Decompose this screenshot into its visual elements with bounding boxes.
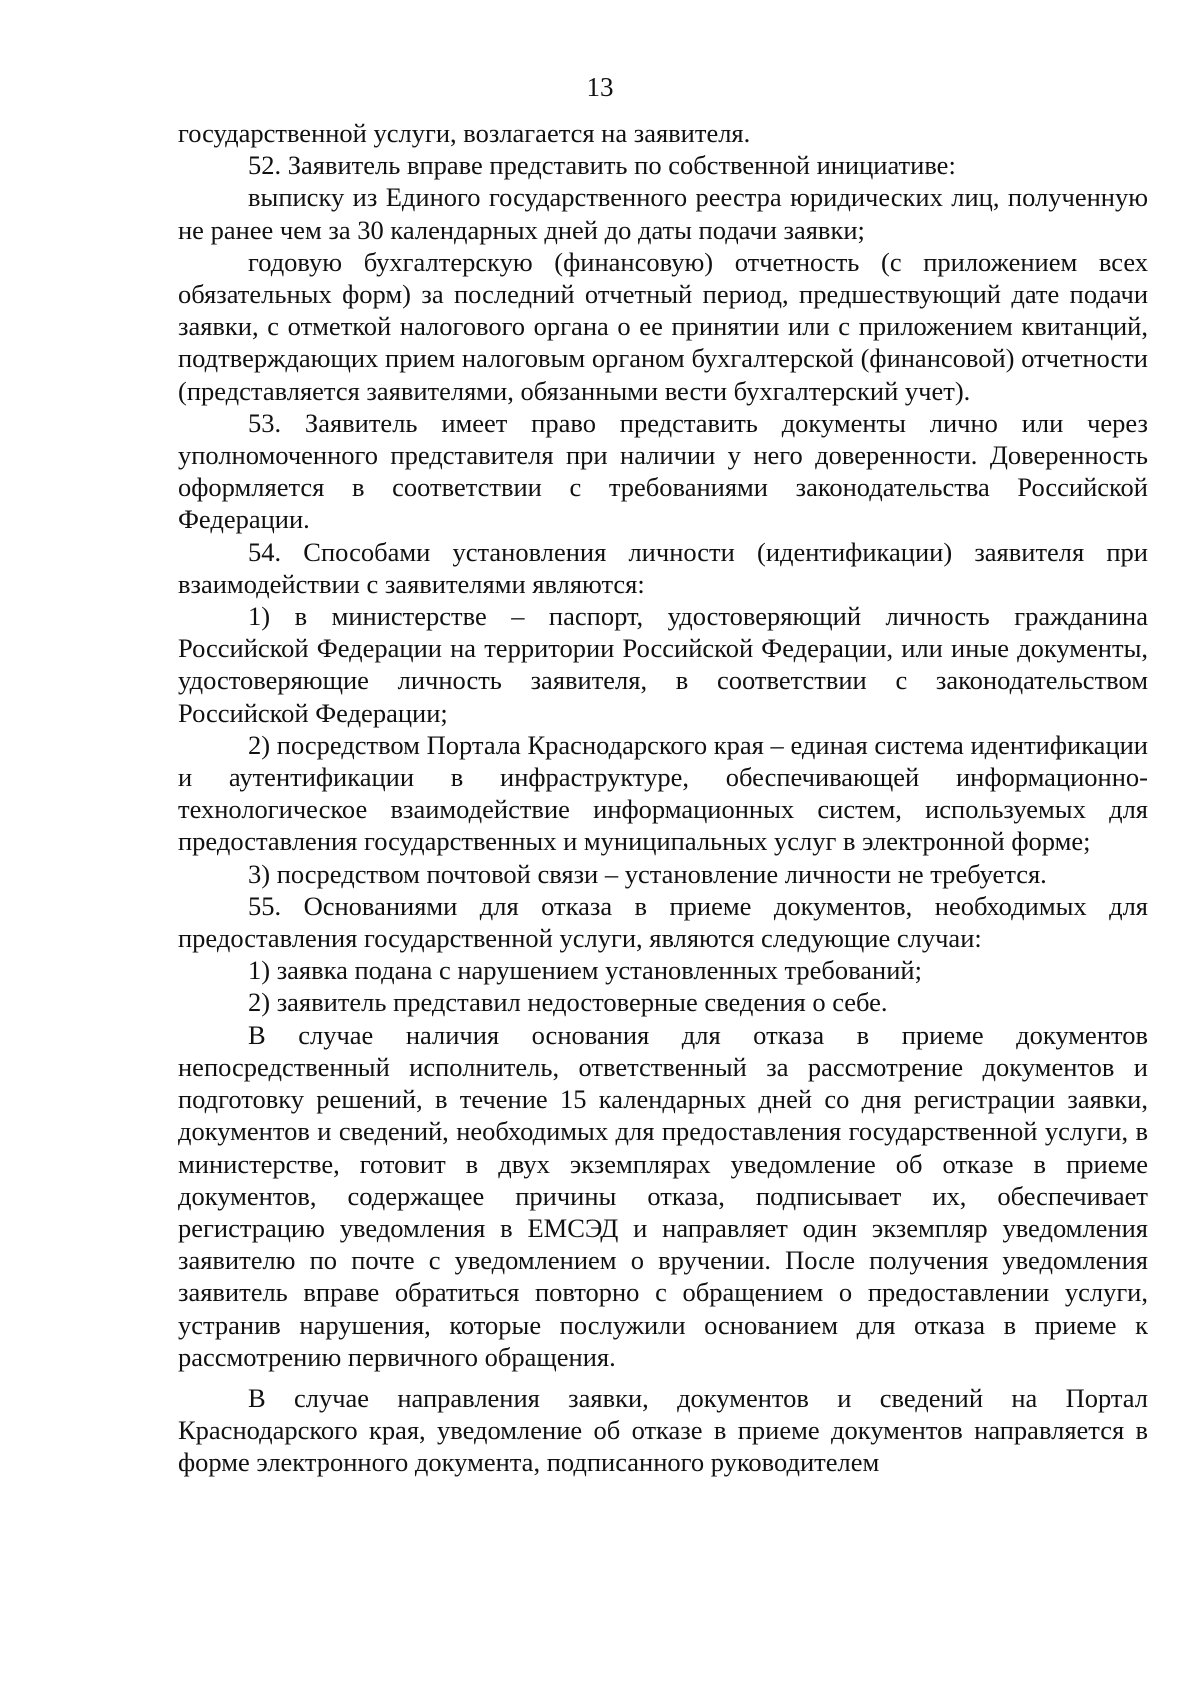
paragraph-52-item-reporting: годовую бухгалтерскую (финансовую) отчетность (с приложением всех обязательных форм) за последний отчетный период, предшествующий дате подачи заявки, с отметкой налогового органа о ее принятии или с приложением квитанций, подтверждающих прием налоговым органом бухгалтерской (финансовой) отчетности (представляется заявителями, обязанными вести бухгалтерский учет). [178,246,1148,406]
paragraph-54: 54. Способами установления личности (идентификации) заявителя при взаимодействии с заявителями являются: [178,536,1148,599]
page-number: 13 [586,72,614,102]
paragraph-52: 52. Заявитель вправе представить по собственной инициативе: [248,150,956,181]
paragraph-54-item-2: 2) посредством Портала Краснодарского края – единая система идентификации и аутентификации в инфраструктуре, обеспечивающей информационно-технологическое взаимодействие информационных систем, используемых для предоставления государственных и муниципальных услуг в электронной форме; [178,729,1148,857]
paragraph-55-item-1: 1) заявка подана с нарушением установленных требований; [248,955,922,986]
paragraph-refusal-procedure: В случае наличия основания для отказа в приеме документов непосредственный исполнитель, ответственный за рассмотрение документов и подготовку решений, в течение 15 календарных дней со дня регистрации заявки, документов и сведений, необходимых для предоставления государственной услуги, в министерстве, готовит в двух экземплярах уведомление об отказе в приеме документов, содержащее причины отказа, подписывает их, обеспечивает регистрацию уведомления в ЕМСЭД и направляет один экземпляр уведомления заявителю по почте с уведомлением о вручении. После получения уведомления заявитель вправе обратиться повторно с обращением о предоставлении услуги, устранив нарушения, которые послужили основанием для отказа в приеме к рассмотрению первичного обращения. [178,1019,1148,1372]
paragraph-53: 53. Заявитель имеет право представить документы лично или через уполномоченного представителя при наличии у него доверенности. Доверенность оформляется в соответствии с требованиями законодательства Российской Федерации. [178,407,1148,535]
paragraph-54-item-3: 3) посредством почтовой связи – установление личности не требуется. [248,858,1047,889]
paragraph-portal-refusal: В случае направления заявки, документов и сведений на Портал Краснодарского края, уведомление об отказе в приеме документов направляется в форме электронного документа, подписанного руководителем [178,1382,1148,1478]
paragraph-continuation: государственной услуги, возлагается на заявителя. [178,118,751,148]
document-body [178,117,1148,1479]
paragraph-54-item-1: 1) в министерстве – паспорт, удостоверяющий личность гражданина Российской Федерации на территории Российской Федерации, или иные документы, удостоверяющие личность заявителя, в соответствии с законодательством Российской Федерации; [178,601,1148,728]
paragraph-55-item-2: 2) заявитель представил недостоверные сведения о себе. [248,987,888,1018]
paragraph-55: 55. Основаниями для отказа в приеме документов, необходимых для предоставления государственной услуги, являются следующие случаи: [178,890,1148,954]
paragraph-52-item-extract: выписку из Единого государственного реестра юридических лиц, полученную не ранее чем за 30 календарных дней до даты подачи заявки; [178,182,1148,245]
